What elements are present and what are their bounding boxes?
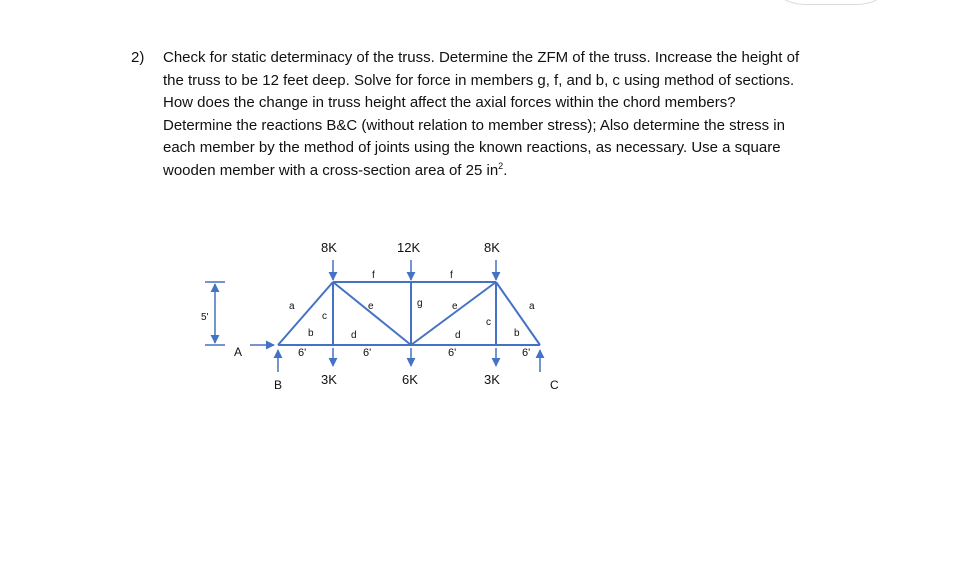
height-label: 5' xyxy=(201,312,209,323)
last-line-period: . xyxy=(503,161,508,179)
member-e-right xyxy=(411,282,496,345)
member-label-f-right: f xyxy=(450,270,453,281)
member-e-left xyxy=(333,282,411,345)
problem-number: 2) xyxy=(131,49,145,66)
top-load-arrows xyxy=(333,260,496,280)
member-label-e-right: e xyxy=(452,301,458,312)
member-label-b-right: b xyxy=(514,328,520,339)
problem-line: How does the change in truss height affect the axial forces within the chord members? xyxy=(163,94,736,112)
member-label-c-left: c xyxy=(322,311,327,322)
panel-label: 6' xyxy=(298,347,307,359)
member-label-b-left: b xyxy=(308,328,314,339)
problem-line: each member by the method of joints using the known reactions, as necessary. Use a square xyxy=(163,139,781,157)
member-label-f-left: f xyxy=(372,270,375,281)
top-load-middle: 12K xyxy=(397,240,421,255)
bottom-load-middle: 6K xyxy=(402,372,418,387)
bottom-load-left: 3K xyxy=(321,372,337,387)
member-label-d-left: d xyxy=(351,330,357,341)
panel-label: 6' xyxy=(363,347,372,359)
member-label-a-right: a xyxy=(529,301,535,312)
top-load-right: 8K xyxy=(484,240,500,255)
support-label-a: A xyxy=(234,345,243,359)
support-label-b: B xyxy=(274,378,283,392)
area-exponent: 2 xyxy=(498,160,504,171)
member-label-a-left: a xyxy=(289,301,295,312)
panel-label: 6' xyxy=(448,347,457,359)
bottom-load-arrows xyxy=(333,348,496,366)
problem-line: Determine the reactions B&C (without relation to member stress); Also determine the stress in xyxy=(163,116,785,134)
support-label-c: C xyxy=(550,378,559,392)
problem-line: Check for static determinacy of the truss. Determine the ZFM of the truss. Increase the height of xyxy=(163,49,800,66)
member-label-g: g xyxy=(417,298,423,309)
top-load-left: 8K xyxy=(321,240,337,255)
member-label-e-left: e xyxy=(368,301,374,312)
member-label-d-right: d xyxy=(455,330,461,341)
bottom-load-right: 3K xyxy=(484,372,500,387)
panel-label: 6' xyxy=(522,347,531,359)
problem-line: the truss to be 12 feet deep. Solve for force in members g, f, and b, c using method of sections. xyxy=(163,71,795,89)
last-line-text: wooden member with a cross-section area of 25 in xyxy=(163,161,499,179)
member-label-c-right: c xyxy=(486,317,491,328)
